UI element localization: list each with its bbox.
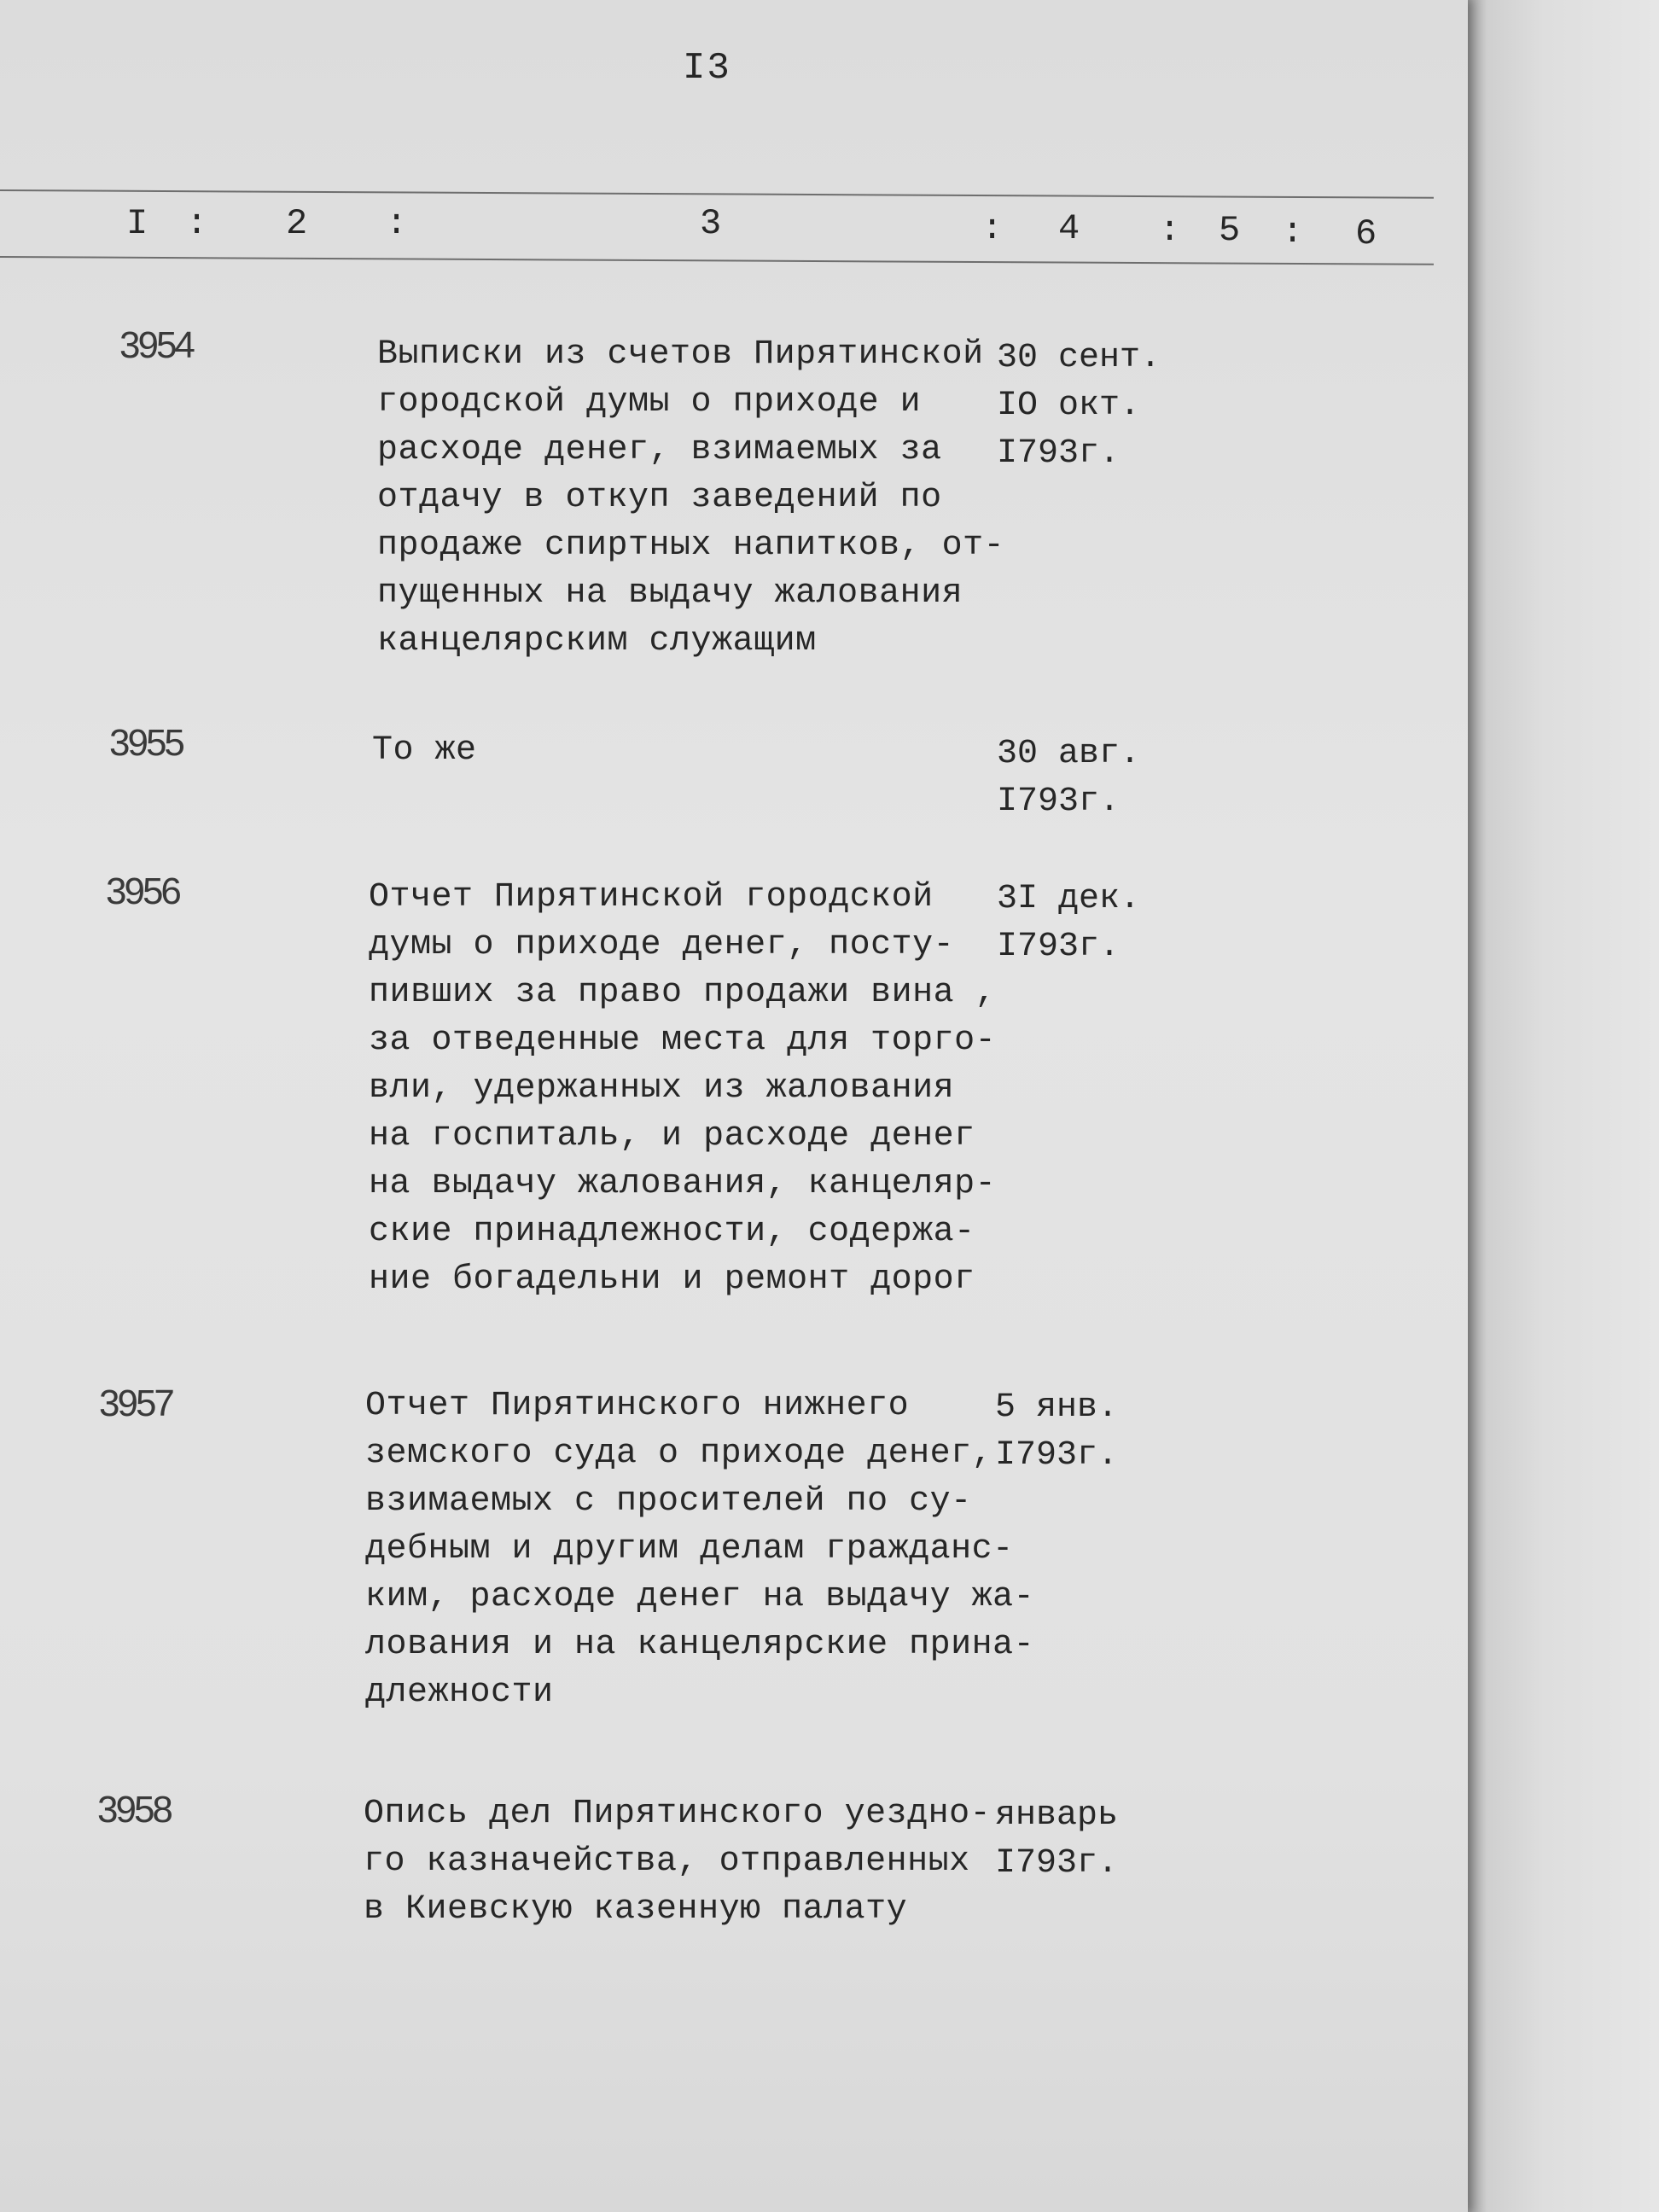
entry-date: январь I793г. — [995, 1796, 1119, 1883]
entry-date: 5 янв. I793г. — [995, 1388, 1119, 1475]
entry-number: 3957 — [99, 1382, 172, 1424]
entry-number: 3956 — [106, 870, 179, 912]
column-separator: : — [1282, 212, 1304, 253]
column-header-3: 3 — [700, 203, 722, 244]
column-header-4: 4 — [1058, 208, 1080, 249]
column-separator: : — [386, 203, 408, 244]
entry-date: 30 авг. I793г. — [997, 735, 1141, 821]
entry-description: Выписки из счетов Пирятинской городской думы о приходе и расходе денег, взимаемых за отдачу в откуп заведений по продаже спиртных напитков, от- пущенных на выдачу жалования канцелярским служащим — [377, 335, 1005, 661]
entry-number: 3955 — [109, 722, 183, 764]
entry-date: 30 сент. IO окт. I793г. — [997, 339, 1161, 473]
entry-number: 3954 — [119, 324, 193, 366]
entry-description: Опись дел Пирятинского уездно- го казначейства, отправленных в Киевскую казенную палату — [364, 1795, 992, 1929]
entry-description: То же — [372, 731, 477, 770]
column-header-6: 6 — [1355, 213, 1377, 254]
entry-description: Отчет Пирятинской городской думы о приходе денег, посту- пивших за право продажи вина , за отведенные места для торго- вли, удержанных из жалования на госпиталь, и расходе денег на выдачу жалования, канцеляр- ские принадлежности, содержа- ние богадельни и ремонт дорог — [369, 878, 997, 1299]
entry-description: Отчет Пирятинского нижнего земского суда о приходе денег, взимаемых с просителей по су- дебным и другим делам гражданс- ким, расходе денег на выдачу жа- лования и на канцелярские прина- длежности — [365, 1387, 1035, 1712]
column-header-1: I — [126, 203, 148, 244]
column-header-5: 5 — [1219, 210, 1241, 251]
column-header-2: 2 — [286, 203, 308, 244]
column-separator: : — [1159, 210, 1181, 251]
entry-date: 3I дек. I793г. — [997, 880, 1141, 966]
page-edge — [1468, 0, 1659, 2212]
page-number: I3 — [683, 47, 731, 90]
entry-number: 3958 — [97, 1789, 171, 1831]
column-separator: : — [981, 208, 1004, 249]
column-separator: : — [186, 203, 208, 244]
header-rule-bottom — [0, 256, 1434, 265]
header-rule-top — [0, 189, 1434, 199]
